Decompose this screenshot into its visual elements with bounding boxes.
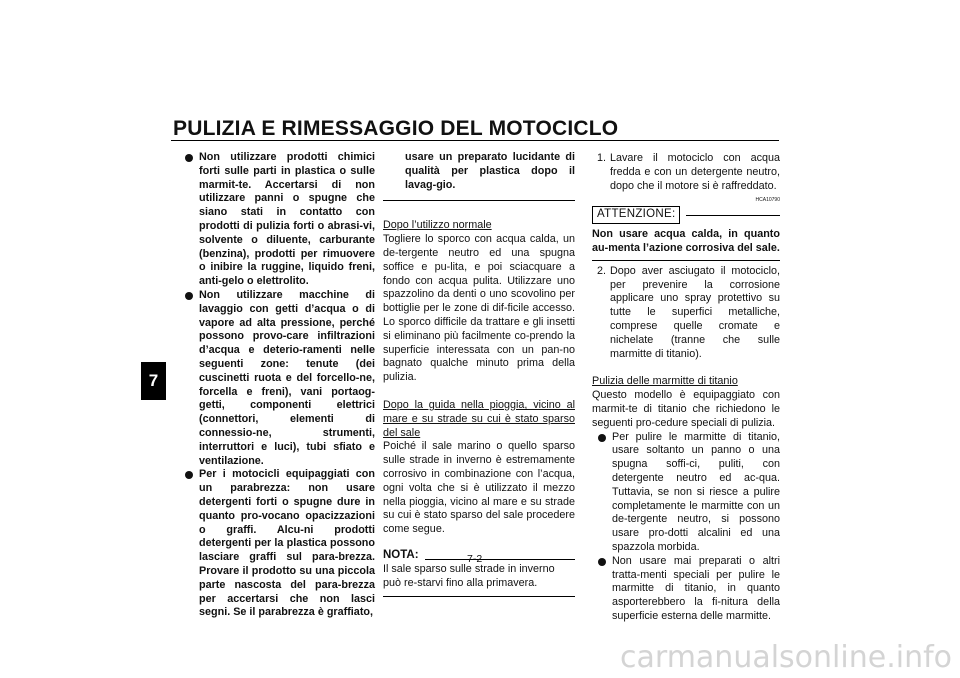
titanium-heading: Pulizia delle marmitte di titanio — [592, 375, 738, 388]
step-2 — [592, 265, 780, 362]
after-use-text: Togliere lo sporco con acqua calda, un de-tergente neutro ed una spugna soffice e pu-lita, e poi sciacquare a fondo con acqua pulita. Utilizzare uno spazzolino da denti o uno scovolino per bottiglie per le zone di dif-ficile accesso. Lo sporco difficile da trattare e gli insetti si eliminano più facilmente co-prendo la superficie interessata con un pan-no bagnato qualche minuto prima della pulizia. — [383, 233, 575, 384]
attention-header — [592, 206, 780, 224]
warning-end-rule — [383, 200, 575, 201]
bullet-dot-icon — [185, 292, 193, 300]
note-text: Il sale sparso sulle strade in inverno può re-starvi fino alla primavera. — [383, 562, 555, 589]
attention-text: Non usare acqua calda, in quanto au-menta l’azione corrosiva del sale. — [592, 228, 780, 254]
warning-bullet-chemicals — [185, 151, 375, 289]
attention-end-rule — [592, 260, 780, 261]
step-1 — [592, 152, 780, 193]
column-3 — [592, 152, 780, 624]
bullet-text: Non utilizzare prodotti chimici forti sulle parti in plastica o sulle marmit-te. Accertarsi di non utilizzare panni o spugne che siano stati in contatto con prodotti di pulizia forti o abrasi-vi, solvente o diluente, carburante (benzina), prodotti per rimuovere o inibire la ruggine, liquido freni, anti-gelo o elettrolito. — [199, 151, 375, 288]
note-end-rule — [383, 596, 575, 597]
rain-heading: Dopo la guida nella pioggia, vicino al mare e su strade su cui è stato sparso del sale — [383, 398, 575, 439]
bullet-dot-icon — [185, 154, 193, 162]
warning-continuation: usare un preparato lucidante di qualità per plastica dopo il lavag-gio. — [405, 151, 575, 191]
rain-text: Poiché il sale marino o quello sparso sulle strade in inverno è estremamente corrosivo in combinazione con l’acqua, ogni volta che si è utilizzato il mezzo nella pioggia, vicino al mare e su strade su cui è stato sparso del sale procedere come segue. — [383, 440, 575, 536]
bullet-dot-icon — [185, 471, 193, 479]
bullet-text: Per pulire le marmitte di titanio, usare soltanto un panno o una spugna soffi-ci, puliti, con detergente neutro ed ac-qua. Tuttavia, se non si riesce a pulire completamente le marmitte con un de-tergente neutro, si possono usare pro-dotti alcalini ed una spazzola morbida. — [612, 430, 780, 553]
step-number: 2. — [597, 264, 607, 277]
step-text: Lavare il motociclo con acqua fredda e con un detergente neutro, dopo che il motore si è raffreddato. — [610, 152, 780, 192]
page-number: 7-2 — [467, 553, 483, 565]
watermark: carmanualsonline.info — [620, 640, 952, 675]
bullet-dot-icon — [598, 558, 606, 566]
note-label: NOTA: — [383, 548, 419, 561]
column-1 — [185, 151, 375, 620]
caution-code: HCA10790 — [755, 197, 780, 204]
attention-label: ATTENZIONE: — [592, 206, 680, 224]
bullet-dot-icon — [598, 434, 606, 442]
titanium-bullet-clean — [598, 431, 780, 555]
bullet-text: Non usare mai preparati o altri tratta-menti speciali per pulire le marmitte di titanio, in quanto asporterebbero la fi-nitura della superficie esterna delle marmitte. — [612, 554, 780, 622]
bullet-text: Per i motocicli equipaggiati con un parabrezza: non usare detergenti forti o spugne dure in quanto pro-vocano opacizzazioni o graffi. Alcu-ni prodotti detergenti per la plastica possono lasciare graffi sul para-brezza. Provare il prodotto su una piccola parte nascosta del para-brezza per accertarsi che non lasci segni. Se il parabrezza è graffiato, — [199, 468, 375, 619]
after-use-heading: Dopo l’utilizzo normale — [383, 219, 492, 232]
header-rule — [171, 140, 779, 141]
chapter-tab: 7 — [141, 362, 166, 400]
attention-rule — [686, 215, 780, 216]
warning-bullet-windshield — [185, 468, 375, 620]
titanium-bullet-no-treatments — [598, 555, 780, 624]
bullet-text: Non utilizzare macchine di lavaggio con getti d’acqua o di vapore ad alta pressione, perché possono provo-care infiltrazioni d’acqua e deterio-ramenti nelle seguenti zone: tenute (dei cuscinetti ruota e del forcello-ne, forcella e freni), vani portaog-getti, componenti elettrici (connettori, elementi di connessio-ne, strumenti, interruttori e luci), tubi sfiato e ventilazione. — [199, 288, 375, 467]
titanium-text: Questo modello è equipaggiato con marmit-te di titanio che richiedono le seguenti pro-cedure speciali di pulizia. — [592, 389, 780, 429]
step-text: Dopo aver asciugato il motociclo, per prevenire la corrosione applicare uno spray protettivo su tutte le superfici metalliche, comprese quelle cromate e nichelate (tranne che sulle marmitte di titanio). — [610, 264, 780, 360]
page-title: PULIZIA E RIMESSAGGIO DEL MOTOCICLO — [173, 117, 619, 140]
column-2 — [383, 151, 575, 597]
warning-bullet-pressure-washer — [185, 289, 375, 468]
step-number: 1. — [597, 152, 607, 164]
note-rule — [425, 559, 575, 560]
